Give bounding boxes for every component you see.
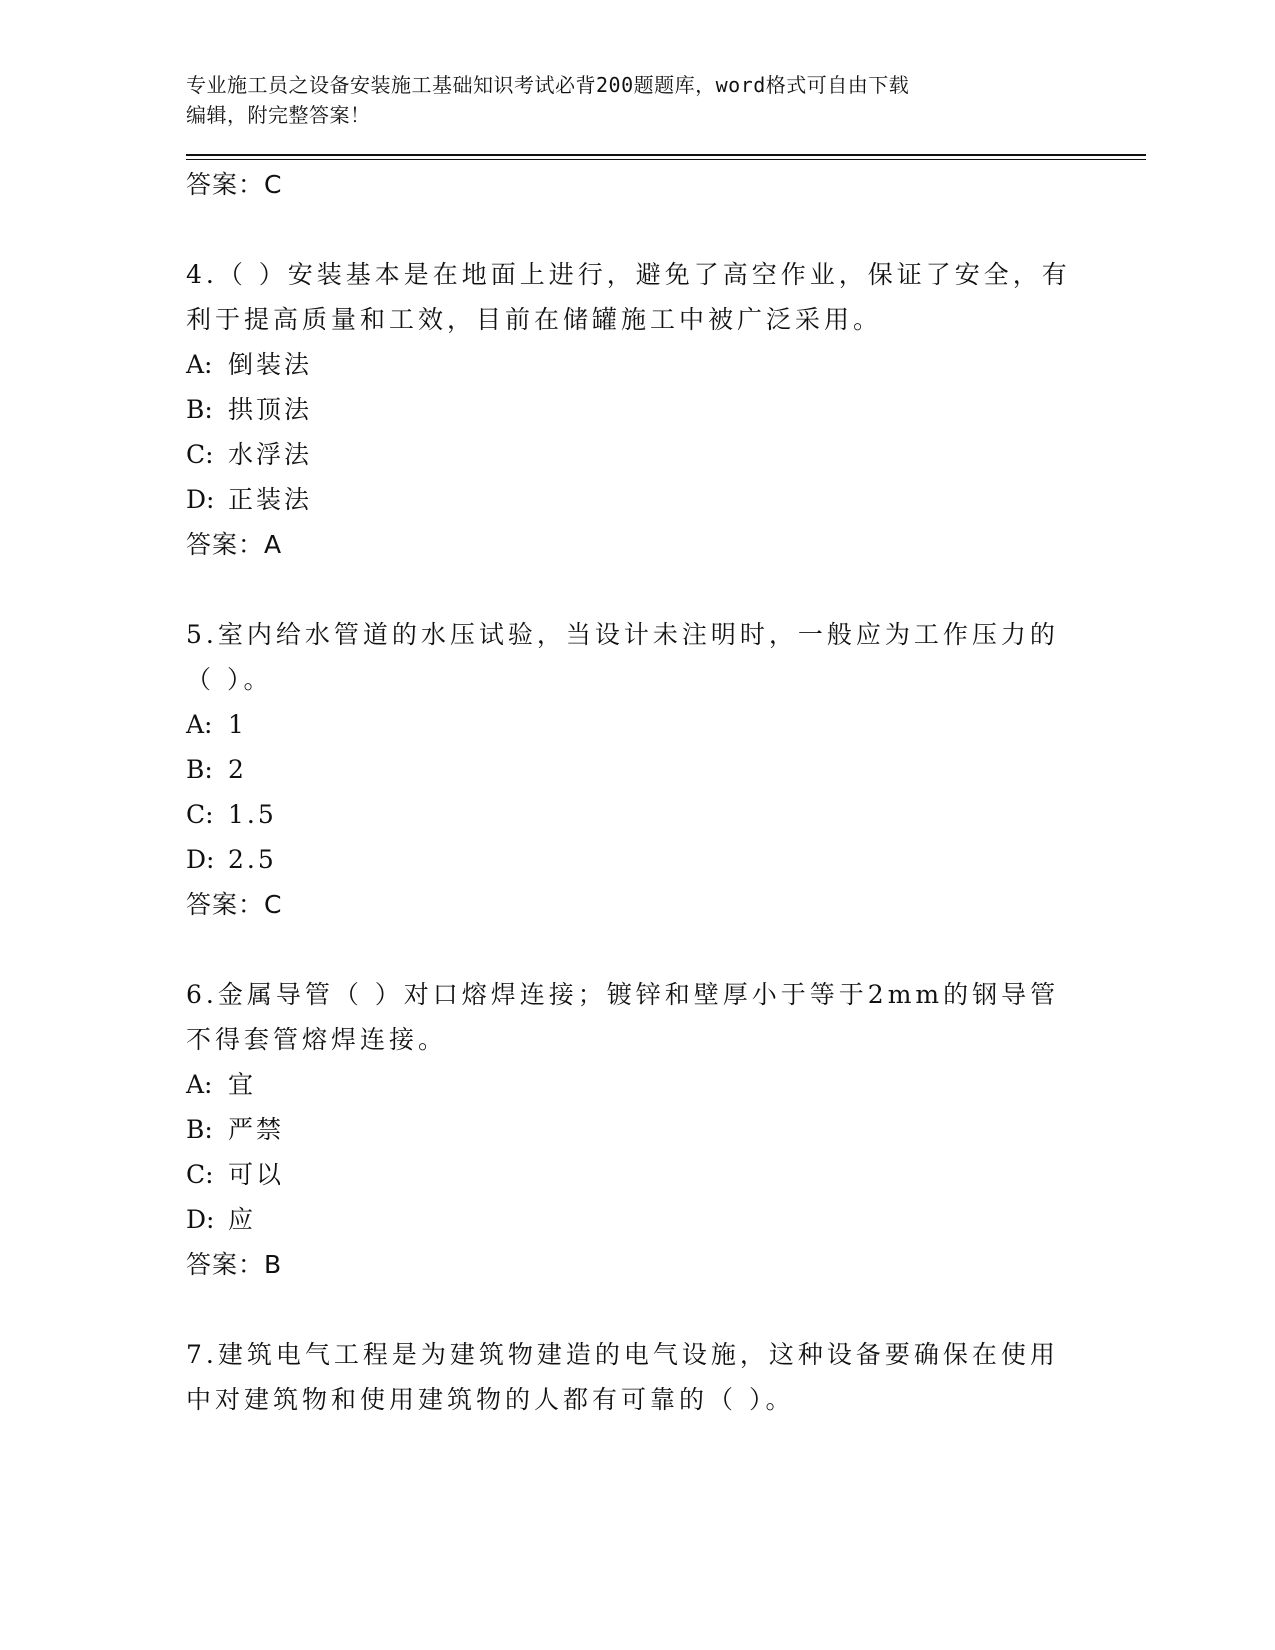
- option-letter: A:: [186, 350, 213, 379]
- question-5: [186, 612, 1146, 927]
- header-divider: [186, 154, 1146, 160]
- option-letter: D:: [186, 1205, 215, 1234]
- option-b: [186, 747, 1146, 792]
- option-letter: C:: [186, 1160, 214, 1189]
- question-7: [186, 1332, 1146, 1422]
- option-d: [186, 837, 1146, 882]
- question-stem: 7.建筑电气工程是为建筑物建造的电气设施，这种设备要确保在使用中对建筑物和使用建筑物的人都有可靠的（ ）。: [186, 1340, 1059, 1414]
- option-d: [186, 477, 1146, 522]
- option-text: 宜: [228, 1070, 257, 1099]
- option-letter: B:: [186, 1115, 213, 1144]
- option-letter: C:: [186, 440, 214, 469]
- header-line-1: 专业施工员之设备安装施工基础知识考试必背200题题库，word格式可自由下载: [186, 73, 910, 97]
- option-letter: D:: [186, 485, 215, 514]
- option-text: 倒装法: [228, 350, 313, 379]
- option-text: 2: [228, 755, 247, 784]
- option-letter: A:: [186, 710, 213, 739]
- option-d: [186, 1197, 1146, 1242]
- option-text: 应: [228, 1205, 257, 1234]
- option-b: [186, 1107, 1146, 1152]
- option-text: 正装法: [228, 485, 313, 514]
- option-text: 1: [228, 710, 247, 739]
- option-a: [186, 1062, 1146, 1107]
- option-letter: C:: [186, 800, 214, 829]
- option-a: [186, 342, 1146, 387]
- question-4: [186, 252, 1146, 567]
- question-stem: 6.金属导管（ ）对口熔焊连接；镀锌和壁厚小于等于2mm的钢导管不得套管熔焊连接。: [186, 980, 1060, 1054]
- option-text: 严禁: [228, 1115, 285, 1144]
- option-text: 可以: [228, 1160, 285, 1189]
- question-6: [186, 972, 1146, 1287]
- option-c: [186, 1152, 1146, 1197]
- header-line-2: 编辑，附完整答案！: [186, 103, 371, 127]
- option-c: [186, 432, 1146, 477]
- option-c: [186, 792, 1146, 837]
- option-letter: D:: [186, 845, 215, 874]
- document-header: [186, 70, 1066, 130]
- option-letter: B:: [186, 395, 213, 424]
- option-text: 水浮法: [228, 440, 313, 469]
- question-stem: 4.（ ）安装基本是在地面上进行，避免了高空作业，保证了安全，有利于提高质量和工效，目前在储罐施工中被广泛采用。: [186, 260, 1071, 334]
- option-text: 1.5: [228, 800, 277, 829]
- answer-line: 答案：C: [186, 890, 283, 919]
- option-letter: A:: [186, 1070, 213, 1099]
- document-page: [186, 70, 1146, 1422]
- answer-line: 答案：C: [186, 170, 283, 199]
- answer-line: 答案：A: [186, 530, 283, 559]
- question-stem: 5.室内给水管道的水压试验，当设计未注明时，一般应为工作压力的（ ）。: [186, 620, 1059, 694]
- option-b: [186, 387, 1146, 432]
- option-letter: B:: [186, 755, 213, 784]
- answer-line: 答案：B: [186, 1250, 283, 1279]
- option-a: [186, 702, 1146, 747]
- option-text: 2.5: [228, 845, 277, 874]
- option-text: 拱顶法: [228, 395, 313, 424]
